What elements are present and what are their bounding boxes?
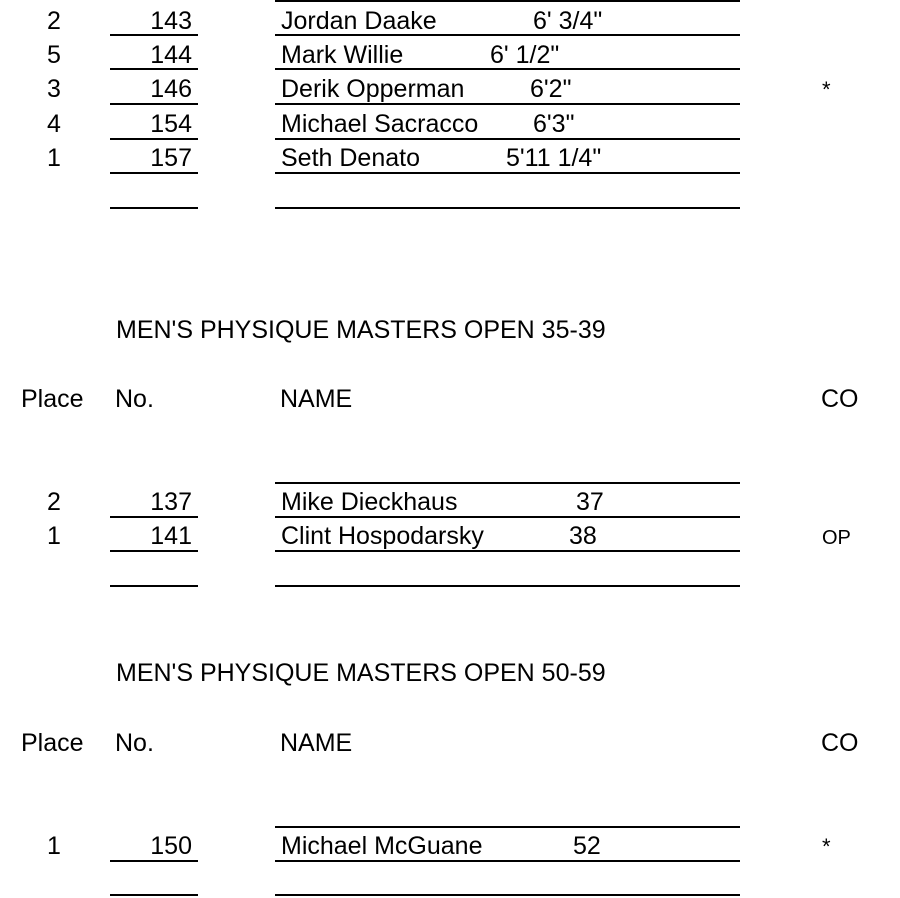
name-underline — [275, 550, 740, 552]
row-height: 6' 3/4" — [533, 7, 603, 35]
name-underline — [275, 138, 740, 140]
row-height: 6'2" — [530, 75, 572, 103]
name-underline — [275, 894, 740, 896]
row-place: 1 — [47, 832, 61, 860]
row-name: Jordan Daake — [281, 7, 437, 35]
number-underline — [110, 138, 198, 140]
row-number: 144 — [150, 41, 192, 69]
row-name: Mark Willie — [281, 41, 404, 69]
name-underline — [275, 103, 740, 105]
row-place: 1 — [47, 144, 61, 172]
row-number: 143 — [150, 7, 192, 35]
row-co: * — [822, 834, 831, 859]
name-underline — [275, 34, 740, 36]
name-underline — [275, 68, 740, 70]
header-co: CO — [821, 385, 859, 413]
name-underline — [275, 585, 740, 587]
row-height: 6' 1/2" — [490, 41, 560, 69]
row-co: * — [822, 77, 831, 102]
header-number: No. — [115, 729, 154, 757]
row-height: 6'3" — [533, 110, 575, 138]
row-number: 137 — [150, 488, 192, 516]
row-height: 5'11 1/4" — [506, 144, 602, 172]
name-underline — [275, 516, 740, 518]
row-age: 37 — [576, 488, 604, 516]
number-underline — [110, 172, 198, 174]
row-age: 52 — [573, 832, 601, 860]
number-underline — [110, 34, 198, 36]
row-name: Derik Opperman — [281, 75, 465, 103]
row-name: Seth Denato — [281, 144, 420, 172]
name-underline — [275, 860, 740, 862]
row-place: 4 — [47, 110, 61, 138]
number-underline — [110, 103, 198, 105]
name-underline — [275, 172, 740, 174]
header-co: CO — [821, 729, 859, 757]
row-place: 1 — [47, 522, 61, 550]
number-underline — [110, 550, 198, 552]
row-age: 38 — [569, 522, 597, 550]
number-underline — [110, 585, 198, 587]
header-place: Place — [21, 385, 84, 413]
name-underline — [275, 482, 740, 484]
number-underline — [110, 894, 198, 896]
number-underline — [110, 68, 198, 70]
header-number: No. — [115, 385, 154, 413]
row-name: Mike Dieckhaus — [281, 488, 458, 516]
row-place: 3 — [47, 75, 61, 103]
section-title: MEN'S PHYSIQUE MASTERS OPEN 35-39 — [116, 316, 606, 344]
row-name: Michael Sacracco — [281, 110, 479, 138]
row-place: 2 — [47, 7, 61, 35]
row-number: 141 — [150, 522, 192, 550]
header-place: Place — [21, 729, 84, 757]
row-co: OP — [822, 527, 851, 549]
row-place: 2 — [47, 488, 61, 516]
row-name: Michael McGuane — [281, 832, 483, 860]
row-number: 154 — [150, 110, 192, 138]
row-number: 157 — [150, 144, 192, 172]
section-title: MEN'S PHYSIQUE MASTERS OPEN 50-59 — [116, 659, 606, 687]
header-name: NAME — [280, 385, 353, 413]
name-underline — [275, 826, 740, 828]
name-underline — [275, 0, 740, 2]
number-underline — [110, 207, 198, 209]
number-underline — [110, 860, 198, 862]
name-underline — [275, 207, 740, 209]
row-name: Clint Hospodarsky — [281, 522, 484, 550]
row-number: 146 — [150, 75, 192, 103]
header-name: NAME — [280, 729, 353, 757]
row-number: 150 — [150, 832, 192, 860]
row-place: 5 — [47, 41, 61, 69]
number-underline — [110, 516, 198, 518]
